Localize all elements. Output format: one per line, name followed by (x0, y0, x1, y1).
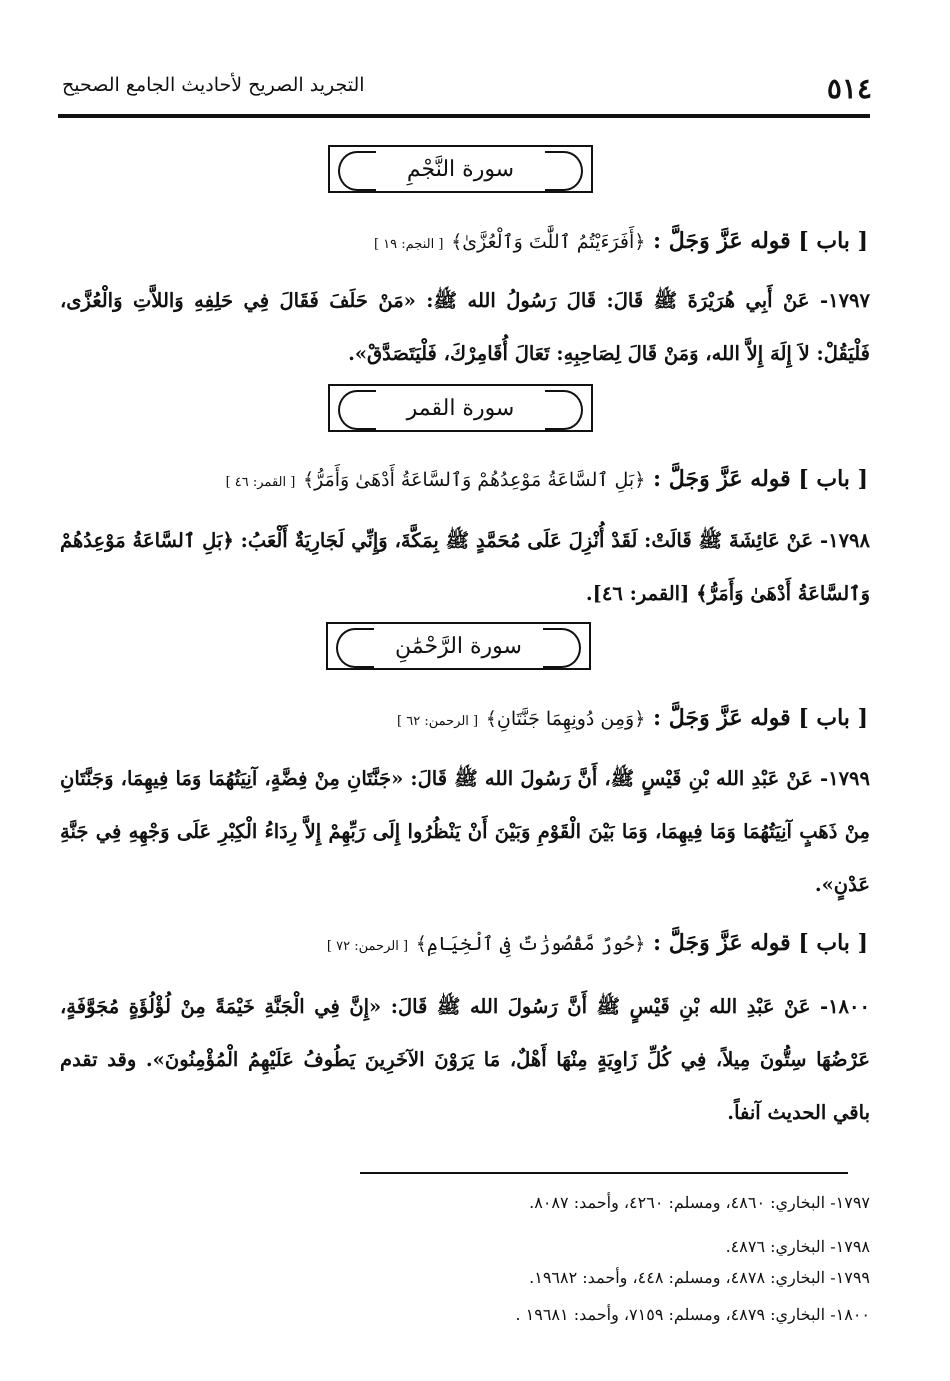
bab-label: [ باب ] قوله عَزَّ وَجَلَّ : (653, 705, 868, 731)
hadith-number: ١٧٩٨- (820, 529, 870, 552)
bab-label: [ باب ] قوله عَزَّ وَجَلَّ : (653, 930, 868, 956)
hadith-1797 (60, 274, 870, 380)
header-rule (58, 114, 870, 118)
hadith-1800 (60, 980, 870, 1139)
hadith-1799 (60, 752, 870, 911)
bab-heading (327, 930, 868, 956)
footnote: ١٧٩٧- البخاري: ٤٨٦٠، ومسلم: ٤٢٦٠، وأحمد: ٨٠٨٧. (529, 1193, 870, 1212)
surah-heading-qamar (328, 384, 593, 432)
surah-heading-najm (328, 145, 593, 193)
bab-ayah: ﴿حُورٌ مَّقْصُورَٰتٌ فِى ٱلْخِيَامِ﴾ (415, 933, 646, 955)
surah-title: سورة النَّجْمِ (406, 156, 515, 182)
bab-reference: [ النجم: ١٩ ] (373, 237, 444, 252)
bab-heading (374, 228, 868, 254)
bab-ayah: ﴿بَلِ ٱلسَّاعَةُ مَوْعِدُهُمْ وَٱلسَّاعَةُ أَدْهَىٰ وَأَمَرُّ﴾ (302, 469, 646, 491)
hadith-number: ١٧٩٧- (820, 289, 870, 312)
bab-heading (226, 466, 868, 492)
hadith-text: عَنْ أَبِي هُرَيْرَةَ ﷺ قَالَ: قَالَ رَسُولُ الله ﷺ: «مَنْ حَلَفَ فَقَالَ فِي حَلِفِهِ وَاللاَّتِ وَالْعُزَّى، فَلْيَقُلْ: لاَ إِلَهَ إِلاَّ الله، وَمَنْ قَالَ لِصَاحِبِهِ: تَعَالَ أُقَامِرْكَ، فَلْيَتَصَدَّقْ». (60, 289, 870, 365)
hadith-text: عَنْ عَبْدِ الله بْنِ قَيْسٍ ﷺ أَنَّ رَسُولَ الله ﷺ قَالَ: «إِنَّ فِي الْجَنَّةِ خَيْمَةً مِنْ لُؤْلُؤَةٍ مُجَوَّفَةٍ، عَرْضُهَا سِتُّونَ مِيلاً، فِي كُلِّ زَاوِيَةٍ مِنْهَا أَهْلٌ، مَا يَرَوْنَ الآخَرِينَ يَطُوفُ عَلَيْهِمُ الْمُؤْمِنُونَ». وقد تقدم باقي الحديث آنفاً. (60, 995, 870, 1124)
bab-reference: [ الرحمن: ٦٢ ] (397, 714, 479, 729)
page-number: ٥١٤ (826, 72, 872, 105)
footnote: ١٧٩٨- البخاري: ٤٨٧٦. (725, 1237, 870, 1256)
surah-title: سورة الرَّحْمَٰنِ (395, 633, 522, 659)
bab-label: [ باب ] قوله عَزَّ وَجَلَّ : (653, 466, 868, 492)
surah-heading-rahman (326, 622, 591, 670)
footnote-rule (360, 1172, 848, 1174)
bab-label: [ باب ] قوله عَزَّ وَجَلَّ : (653, 228, 868, 254)
bab-ayah: ﴿أَفَرَءَيْتُمُ ٱللَّٰتَ وَٱلْعُزَّىٰ﴾ (451, 231, 646, 253)
surah-title: سورة القمر (406, 395, 515, 421)
footnote: ١٨٠٠- البخاري: ٤٨٧٩، ومسلم: ٧١٥٩، وأحمد: ١٩٦٨١ . (515, 1305, 870, 1324)
hadith-1798 (60, 514, 870, 620)
hadith-number: ١٨٠٠- (819, 995, 870, 1018)
hadith-text: عَنْ عَبْدِ الله بْنِ قَيْسٍ ﷺ، أَنَّ رَسُولَ الله ﷺ قَالَ: «جَنَّتَانِ مِنْ فِضَّةٍ، آنِيَتُهُمَا وَمَا فِيهِمَا، وَجَنَّتَانِ مِنْ ذَهَبٍ آنِيَتُهُمَا وَمَا فِيهِمَا، وَمَا بَيْنَ الْقَوْمِ وَبَيْنَ أَنْ يَنْظُرُوا إِلَى رَبِّهِمْ إِلاَّ رِدَاءُ الْكِبْرِ عَلَى وَجْهِهِ فِي جَنَّةِ عَدْنٍ». (60, 767, 870, 896)
hadith-number: ١٧٩٩- (820, 767, 870, 790)
bab-reference: [ الرحمن: ٧٢ ] (326, 939, 409, 954)
bab-heading (397, 705, 868, 731)
running-title: التجريد الصريح لأحاديث الجامع الصحيح (62, 74, 365, 96)
hadith-text: عَنْ عَائِشَةَ ﷺ قَالَتْ: لَقَدْ أُنْزِلَ عَلَى مُحَمَّدٍ ﷺ بِمَكَّةَ، وَإِنِّي لَجَارِيَةٌ أَلْعَبُ: ﴿بَلِ ٱلسَّاعَةُ مَوْعِدُهُمْ وَٱلسَّاعَةُ أَدْهَىٰ وَأَمَرُّ﴾ [القمر: ٤٦]. (60, 529, 870, 605)
footnote: ١٧٩٩- البخاري: ٤٨٧٨، ومسلم: ٤٤٨، وأحمد: ١٩٦٨٢. (529, 1268, 870, 1287)
bab-ayah: ﴿وَمِن دُونِهِمَا جَنَّتَانِ﴾ (485, 708, 646, 730)
bab-reference: [ القمر: ٤٦ ] (225, 475, 296, 490)
